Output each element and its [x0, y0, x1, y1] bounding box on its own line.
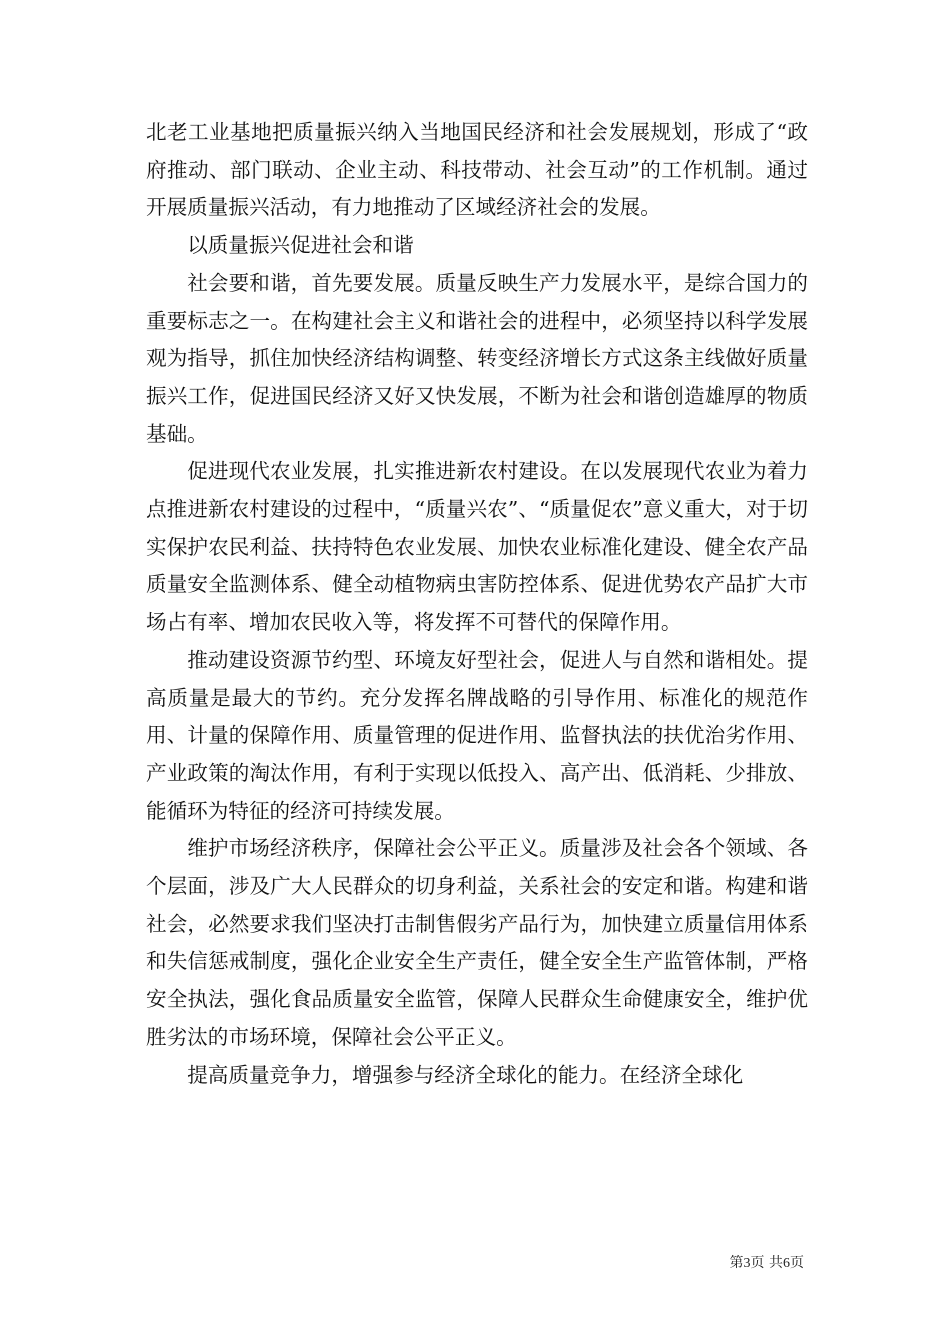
paragraph: 维护市场经济秩序，保障社会公平正义。质量涉及社会各个领域、各个层面，涉及广大人民群众的切身利益，关系社会的安定和谐。构建和谐社会，必然要求我们坚决打击制售假劣产品行为，加快建立质量信用体系和失信惩戒制度，强化企业安全生产责任，健全安全生产监管体制，严格安全执法，强化食品质量安全监管，保障人民群众生命健康安全，维护优胜劣汰的市场环境，保障社会公平正义。: [146, 836, 808, 1049]
section-heading: 以质量振兴促进社会和谐: [187, 233, 414, 258]
total-pages-number: 6: [783, 1256, 790, 1271]
document-body: [146, 114, 808, 1094]
footer-prefix: 第: [729, 1255, 744, 1271]
footer-suffix: 页: [790, 1255, 804, 1271]
paragraph: 促进现代农业发展，扎实推进新农村建设。在以发展现代农业为着力点推进新农村建设的过程中，“质量兴农”、“质量促农”意义重大，对于切实保护农民利益、扶持特色农业发展、加快农业标准化建设、健全农产品质量安全监测体系、健全动植物病虫害防控体系、促进优势农产品扩大市场占有率、增加农民收入等，将发挥不可替代的保障作用。: [146, 459, 808, 635]
page-number-footer: [730, 1254, 804, 1273]
paragraph: 北老工业基地把质量振兴纳入当地国民经济和社会发展规划，形成了“政府推动、部门联动、企业主动、科技带动、社会互动”的工作机制。通过开展质量振兴活动，有力地推动了区域经济社会的发展。: [146, 120, 808, 220]
footer-middle: 页 共: [750, 1255, 783, 1271]
paragraph: 推动建设资源节约型、环境友好型社会，促进人与自然和谐相处。提高质量是最大的节约。充分发挥名牌战略的引导作用、标准化的规范作用、计量的保障作用、质量管理的促进作用、监督执法的扶优治劣作用、产业政策的淘汰作用，有利于实现以低投入、高产出、低消耗、少排放、能循环为特征的经济可持续发展。: [146, 647, 808, 823]
paragraph: 提高质量竞争力，增强参与经济全球化的能力。在经济全球化: [187, 1062, 744, 1087]
paragraph: 社会要和谐，首先要发展。质量反映生产力发展水平，是综合国力的重要标志之一。在构建社会主义和谐社会的进程中，必须坚持以科学发展观为指导，抓住加快经济结构调整、转变经济增长方式这条主线做好质量振兴工作，促进国民经济又好又快发展，不断为社会和谐创造雄厚的物质基础。: [146, 270, 808, 446]
current-page-number: 3: [743, 1256, 751, 1271]
